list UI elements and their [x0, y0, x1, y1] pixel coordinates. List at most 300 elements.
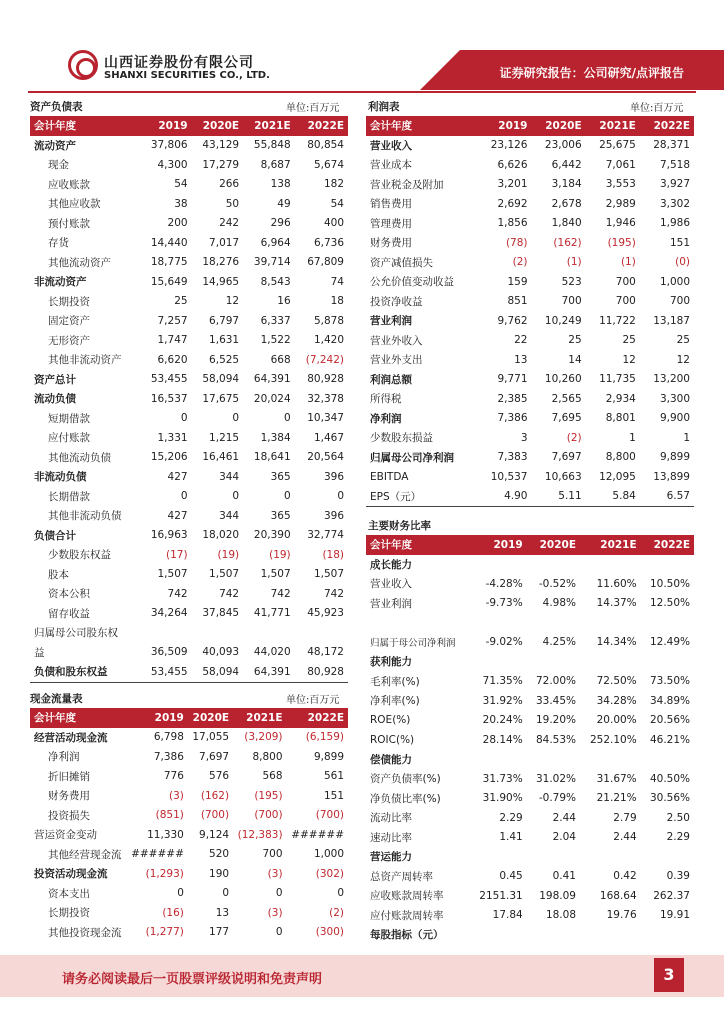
cell-value: 40.50% — [649, 772, 690, 785]
table-row — [366, 886, 694, 906]
row-label: 应收账款 — [48, 178, 90, 191]
row-label: 资产总计 — [34, 373, 76, 386]
cell-value: (195) — [254, 789, 283, 802]
cell-value: 31.90% — [482, 792, 523, 805]
cell-value: 43,129 — [202, 139, 240, 152]
table-row — [366, 370, 694, 390]
cell-value: 12,095 — [599, 470, 636, 483]
row-label: 财务费用 — [370, 237, 412, 250]
table-row — [30, 767, 348, 787]
table-row — [366, 730, 694, 750]
cell-value — [470, 750, 527, 770]
table-row — [30, 136, 348, 156]
row-label: 少数股东损益 — [370, 432, 433, 445]
cell-value: ###### — [291, 828, 344, 841]
row-label: 净利率(%) — [370, 695, 420, 708]
cell-value: 7,386 — [497, 412, 528, 425]
row-label: 利润总额 — [370, 373, 412, 386]
column-header-year: 2022E — [640, 116, 694, 136]
cell-value: 3,201 — [497, 178, 528, 191]
table-row — [366, 652, 694, 672]
cell-value: 17,279 — [202, 158, 240, 171]
cell-value: 32,378 — [307, 392, 344, 405]
row-label: 净负债比率(%) — [370, 792, 441, 805]
row-label: 营业利润 — [370, 597, 412, 610]
cell-value: 742 — [270, 587, 291, 600]
cell-value: 7,695 — [551, 412, 582, 425]
cell-value: (700) — [254, 809, 283, 822]
cell-value: 11.60% — [596, 577, 637, 590]
cell-value: 58,094 — [202, 373, 240, 386]
row-label: EBITDA — [370, 470, 409, 483]
cell-value: 74 — [330, 275, 344, 288]
cell-value: 17,675 — [202, 392, 240, 405]
cell-value: 20.56% — [649, 714, 690, 727]
cell-value: (16) — [162, 906, 184, 919]
cell-value: (1) — [620, 256, 636, 269]
cell-value: 344 — [219, 470, 240, 483]
cell-value: 8,800 — [252, 750, 283, 763]
cell-value: 41,771 — [253, 607, 291, 620]
cell-value: 2,989 — [605, 197, 636, 210]
cell-value: 700 — [615, 295, 636, 308]
column-header-label: 会计年度 — [30, 116, 140, 136]
cell-value — [295, 623, 348, 643]
cell-value — [580, 925, 641, 945]
cell-value: 776 — [163, 770, 184, 783]
cell-value: 2,934 — [605, 392, 636, 405]
table-row — [366, 409, 694, 429]
column-header-year: 2021E — [243, 116, 295, 136]
row-label: 非流动负债 — [34, 471, 87, 484]
cell-value: 0 — [177, 887, 184, 900]
cell-value: 5.11 — [532, 487, 586, 507]
table-row — [366, 769, 694, 789]
cell-value: 18 — [330, 295, 344, 308]
table-row — [366, 633, 694, 653]
page-header — [0, 0, 724, 92]
cell-value: 11,722 — [599, 314, 636, 327]
cell-value: 2151.31 — [479, 889, 523, 902]
table-row — [30, 292, 348, 312]
row-label: 归属母公司净利润 — [370, 451, 454, 464]
cell-value — [470, 847, 527, 867]
cell-value: 851 — [507, 295, 528, 308]
cell-value: -4.28% — [485, 577, 523, 590]
cell-value: 7,017 — [209, 236, 240, 249]
row-label: EPS（元） — [366, 487, 477, 507]
cell-value — [470, 925, 527, 945]
cell-value: 427 — [167, 509, 188, 522]
table-row — [366, 350, 694, 370]
column-header-label: 会计年度 — [366, 535, 470, 555]
row-label: 总资产周转率 — [370, 870, 433, 883]
cell-value: 16 — [277, 295, 291, 308]
header-divider — [28, 91, 696, 93]
income-statement-table — [366, 116, 694, 507]
cell-value: 9,899 — [313, 750, 344, 763]
cell-value: 40,093 — [202, 646, 240, 659]
table-row — [366, 487, 694, 507]
cell-value: 3 — [520, 431, 528, 444]
cell-value: 2,692 — [497, 197, 528, 210]
table-row — [30, 350, 348, 370]
cell-value: 16,537 — [150, 392, 188, 405]
cell-value: 0 — [222, 887, 230, 900]
cell-value: 4.90 — [477, 487, 531, 507]
cell-value: 4,300 — [157, 158, 188, 171]
cell-value: (1) — [566, 256, 582, 269]
cell-value: 64,391 — [243, 662, 295, 682]
table-row — [366, 214, 694, 234]
table-row — [30, 845, 348, 865]
row-label: 流动比率 — [370, 812, 412, 825]
cell-value: 64,391 — [253, 373, 291, 386]
row-label: ROE(%) — [370, 714, 411, 727]
cell-value: 7,518 — [659, 158, 690, 171]
table-row — [366, 789, 694, 809]
cell-value: 168.64 — [599, 889, 637, 902]
cell-value: (3) — [169, 789, 184, 802]
cell-value: (19) — [269, 548, 291, 561]
table-row — [30, 272, 348, 292]
cell-value: 12 — [676, 353, 690, 366]
row-label: 固定资产 — [48, 315, 90, 328]
row-label: 长期投资 — [48, 295, 90, 308]
cell-value — [470, 652, 527, 672]
cell-value: (300) — [315, 926, 344, 939]
cell-value: (1,293) — [145, 867, 184, 880]
cell-value: 400 — [323, 217, 344, 230]
table-header-row — [30, 708, 348, 728]
cell-value: 576 — [209, 770, 230, 783]
cell-value: 31.73% — [482, 772, 523, 785]
column-header-year: 2019 — [140, 116, 192, 136]
column-header-year: 2021E — [580, 535, 641, 555]
cell-value: 20.24% — [482, 714, 523, 727]
cell-value: 1,331 — [157, 431, 188, 444]
cell-value: 58,094 — [192, 662, 244, 682]
cell-value: 1,384 — [260, 431, 291, 444]
cell-value: 2.29 — [666, 831, 690, 844]
table-row — [366, 906, 694, 926]
cell-value: 25 — [622, 334, 636, 347]
cashflow-table — [30, 708, 348, 942]
cell-value: 15,649 — [150, 275, 188, 288]
cell-value: 13 — [514, 353, 528, 366]
table-row — [30, 643, 348, 663]
cell-value: -0.79% — [538, 792, 576, 805]
cell-value: 5,878 — [313, 314, 344, 327]
table-row — [366, 828, 694, 848]
row-label: 少数股东权益 — [48, 549, 111, 562]
income-title: 利润表 — [368, 101, 400, 113]
cell-value: 9,900 — [659, 412, 690, 425]
cell-value — [527, 652, 580, 672]
cell-value: 44,020 — [253, 646, 291, 659]
row-label: 长期投资 — [48, 907, 90, 920]
row-label: 毛利率(%) — [370, 675, 420, 688]
table-row — [30, 155, 348, 175]
column-header-year: 2022E — [295, 116, 348, 136]
cell-value: 6,337 — [260, 314, 291, 327]
cell-value: 30.56% — [649, 792, 690, 805]
cell-value: -0.52% — [538, 577, 576, 590]
cell-value: (162) — [553, 236, 582, 249]
cell-value: 14,965 — [202, 275, 240, 288]
cell-value: (302) — [315, 867, 344, 880]
table-row — [30, 194, 348, 214]
cell-value: (2) — [512, 256, 528, 269]
cell-value: 14.34% — [596, 636, 637, 649]
cell-value — [641, 555, 694, 575]
table-row — [366, 750, 694, 770]
cell-value: 12.50% — [649, 597, 690, 610]
table-row — [366, 467, 694, 487]
cell-value: (12,383) — [237, 828, 283, 841]
cell-value: 9,762 — [497, 314, 528, 327]
table-row — [366, 594, 694, 614]
row-label — [366, 613, 470, 633]
row-label: 营业利润 — [370, 315, 412, 328]
cell-value: 80,854 — [307, 139, 344, 152]
row-label: 其他流动资产 — [48, 256, 111, 269]
cell-value: 427 — [167, 470, 188, 483]
cell-value: (851) — [155, 809, 184, 822]
cell-value: 37,806 — [150, 139, 188, 152]
cell-value: 19.76 — [606, 909, 637, 922]
cell-value: 13 — [215, 906, 230, 919]
row-label: 净利润 — [370, 412, 402, 425]
row-label: 营业外支出 — [370, 354, 423, 367]
row-label: 经营活动现金流 — [34, 731, 108, 744]
row-label: 流动资产 — [34, 139, 76, 152]
cell-value: 7,697 — [551, 451, 582, 464]
cell-value: 1,522 — [260, 334, 291, 347]
cell-value — [580, 750, 641, 770]
table-row — [30, 428, 348, 448]
cell-value: 34,264 — [150, 607, 188, 620]
row-label: 长期借款 — [48, 490, 90, 503]
cell-value: 80,928 — [307, 373, 344, 386]
cell-value: 55,848 — [253, 139, 291, 152]
cell-value: 2.44 — [552, 811, 576, 824]
cell-value: 23,126 — [490, 139, 528, 152]
table-header-row — [30, 116, 348, 136]
row-label: 归属母公司股东权 — [34, 627, 118, 640]
table-row — [366, 613, 694, 633]
cell-value: 1,747 — [157, 334, 188, 347]
cell-value — [580, 555, 641, 575]
cell-value: 9,771 — [497, 373, 528, 386]
cell-value: (2) — [566, 431, 582, 444]
row-label: 其他应收款 — [48, 198, 101, 211]
cell-value: 523 — [561, 275, 582, 288]
cell-value: 3,184 — [551, 178, 582, 191]
cell-value: 0 — [275, 926, 283, 939]
cell-value — [470, 555, 527, 575]
cell-value: 9,124 — [199, 828, 230, 841]
table-row — [30, 311, 348, 331]
cell-value: 21.21% — [596, 792, 637, 805]
cell-value: 2.50 — [666, 811, 690, 824]
table-row — [366, 233, 694, 253]
cell-value: 6,442 — [551, 158, 582, 171]
cell-value: 6,798 — [153, 731, 184, 744]
table-row — [366, 867, 694, 887]
cell-value: 84.53% — [535, 733, 576, 746]
cell-value: 36,509 — [150, 646, 188, 659]
cell-value: (700) — [315, 809, 344, 822]
table-row — [30, 604, 348, 624]
table-header-row — [366, 116, 694, 136]
cell-value: 396 — [323, 470, 344, 483]
column-header-year: 2020E — [192, 116, 244, 136]
column-header-year: 2019 — [126, 708, 187, 728]
company-name-en: SHANXI SECURITIES CO., LTD. — [104, 70, 270, 81]
row-label: 益 — [34, 646, 45, 659]
cell-value: 19.91 — [659, 909, 690, 922]
cell-value: 190 — [209, 867, 230, 880]
row-label: 资本公积 — [48, 588, 90, 601]
row-label: 其他经营现金流 — [48, 848, 122, 861]
table-row — [30, 747, 348, 767]
table-row — [30, 331, 348, 351]
cell-value: 561 — [323, 770, 344, 783]
cell-value: 4.25% — [542, 636, 576, 649]
cell-value: 3,927 — [659, 178, 690, 191]
row-label: 速动比率 — [370, 831, 412, 844]
cell-value — [641, 925, 694, 945]
row-label: 投资净收益 — [370, 295, 423, 308]
cell-value: 11,330 — [147, 828, 184, 841]
cell-value: 18.08 — [545, 909, 576, 922]
cell-value: 344 — [219, 509, 240, 522]
cell-value: 0 — [232, 412, 240, 425]
table-row — [30, 903, 348, 923]
cell-value: 1 — [629, 431, 636, 444]
cell-value: 3,300 — [659, 392, 690, 405]
cell-value: (195) — [607, 236, 636, 249]
table-row — [30, 448, 348, 468]
row-label: 现金 — [48, 159, 69, 172]
cell-value — [527, 555, 580, 575]
table-row — [30, 864, 348, 884]
cell-value: 8,687 — [260, 158, 291, 171]
cell-value: 396 — [323, 509, 344, 522]
cell-value: (19) — [217, 548, 240, 561]
row-label: 投资活动现金流 — [34, 868, 108, 881]
cell-value: 10,663 — [544, 470, 582, 483]
cell-value: 0 — [232, 490, 240, 503]
cell-value: 2.29 — [499, 811, 523, 824]
cell-value: (1,277) — [145, 926, 184, 939]
cell-value: 25 — [568, 334, 582, 347]
cell-value: 25 — [676, 334, 690, 347]
cell-value: 17.84 — [492, 909, 523, 922]
cell-value: 38 — [174, 197, 188, 210]
cell-value: 10,249 — [544, 314, 582, 327]
cell-value: 49 — [277, 197, 291, 210]
cell-value: 520 — [209, 848, 230, 861]
cell-value: 0.45 — [499, 870, 523, 883]
row-label: 预付账款 — [48, 217, 90, 230]
cell-value: 53,455 — [150, 373, 188, 386]
column-header-label: 会计年度 — [366, 116, 477, 136]
cell-value: 252.10% — [589, 733, 637, 746]
table-row — [30, 565, 348, 585]
cell-value: 14,440 — [150, 236, 188, 249]
cell-value: 34.89% — [649, 694, 690, 707]
cell-value: 25,675 — [599, 139, 636, 152]
cell-value: 10,537 — [490, 470, 528, 483]
row-label: 财务费用 — [48, 790, 90, 803]
footer-disclaimer: 请务必阅读最后一页股票评级说明和免责声明 — [62, 972, 323, 987]
row-label: 销售费用 — [370, 198, 412, 211]
table-row — [30, 825, 348, 845]
company-logo-icon — [68, 50, 98, 80]
cell-value: 8,543 — [260, 275, 291, 288]
cell-value: 8,801 — [605, 412, 636, 425]
column-header-year: 2020E — [188, 708, 233, 728]
column-header-year: 2020E — [532, 116, 586, 136]
balance-sheet-table — [30, 116, 348, 683]
cell-value: 16,461 — [202, 451, 240, 464]
cell-value: 54 — [330, 197, 344, 210]
row-label: 非流动资产 — [34, 276, 87, 289]
cell-value: 0 — [275, 887, 283, 900]
cell-value — [641, 847, 694, 867]
cell-value: 73.50% — [649, 675, 690, 688]
cell-value: 72.50% — [596, 675, 637, 688]
cell-value: 71.35% — [482, 675, 523, 688]
cell-value: 198.09 — [539, 889, 576, 902]
cell-value: 39,714 — [253, 256, 291, 269]
row-label: 归属于母公司净利润 — [370, 638, 456, 650]
cell-value — [580, 652, 641, 672]
cell-value: 6,964 — [260, 236, 291, 249]
row-label: 净利润 — [48, 751, 80, 764]
income-unit: 单位:百万元 — [630, 103, 684, 114]
cell-value: 48,172 — [307, 646, 344, 659]
cell-value — [527, 613, 580, 633]
table-row — [30, 370, 348, 390]
cell-value: 7,257 — [157, 314, 188, 327]
cell-value: (3,209) — [244, 731, 283, 744]
cell-value: 18,775 — [150, 256, 188, 269]
cell-value: 1,507 — [260, 568, 291, 581]
cell-value: 365 — [270, 509, 291, 522]
row-label: 负债合计 — [34, 529, 76, 542]
report-type: 证券研究报告：公司研究/点评报告 — [499, 66, 684, 80]
table-row — [366, 672, 694, 692]
cell-value: (0) — [675, 256, 690, 269]
cell-value: 7,061 — [605, 158, 636, 171]
table-row — [366, 155, 694, 175]
cell-value: 18,641 — [253, 451, 291, 464]
cell-value: 28.14% — [482, 733, 523, 746]
cell-value: (7,242) — [305, 353, 344, 366]
row-label: 资产负债率(%) — [370, 773, 441, 786]
balance-unit: 单位:百万元 — [286, 103, 340, 114]
table-row — [30, 584, 348, 604]
row-label: 应收账款周转率 — [370, 890, 444, 903]
cell-value — [192, 623, 244, 643]
table-row — [366, 711, 694, 731]
table-row — [366, 808, 694, 828]
cell-value: 6,525 — [209, 353, 240, 366]
row-label: 营运能力 — [370, 851, 412, 864]
